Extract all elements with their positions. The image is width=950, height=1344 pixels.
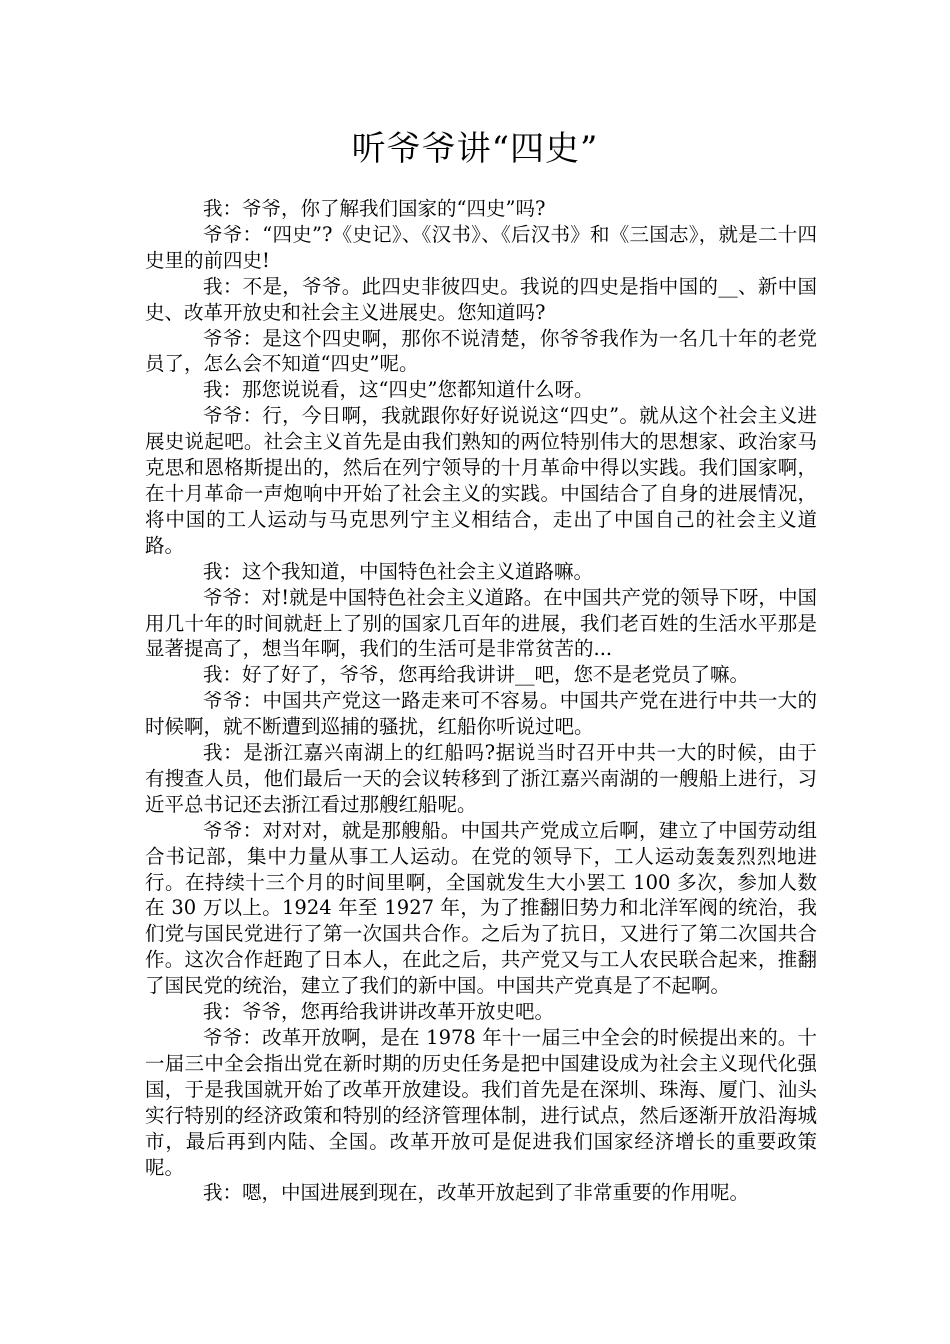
dialogue-paragraph: 爷爷：对!就是中国特色社会主义道路。在中国共产党的领导下呀，中国用几十年的时间就赶上了别的国家几百年的进展，我们老百姓的生活水平那是显著提高了，想当年啊，我们的生活可是非常贫苦的...: [145, 585, 817, 661]
dialogue-paragraph: 爷爷：“四史”?《史记》、《汉书》、《后汉书》和《三国志》，就是二十四史里的前四史!: [145, 222, 817, 272]
dialogue-paragraph: 我：爷爷，你了解我们国家的“四史”吗?: [203, 197, 546, 220]
dialogue-body: [145, 196, 817, 1206]
dialogue-paragraph: 我：嗯，中国进展到现在，改革开放起到了非常重要的作用呢。: [203, 1181, 750, 1205]
dialogue-paragraph: 我：不是，爷爷。此四史非彼四史。我说的四史是指中国的__、新中国史、改革开放史和社会主义进展史。您知道吗?: [145, 274, 817, 324]
dialogue-paragraph: 我：是浙江嘉兴南湖上的红船吗?据说当时召开中共一大的时候，由于有搜查人员，他们最后一天的会议转移到了浙江嘉兴南湖的一艘船上进行，习近平总书记还去浙江看过那艘红船呢。: [145, 741, 817, 816]
dialogue-paragraph: 我：爷爷，您再给我讲讲改革开放史吧。: [203, 1000, 555, 1024]
dialogue-paragraph: 爷爷：对对对，就是那艘船。中国共产党成立后啊，建立了中国劳动组合书记部，集中力量从事工人运动。在党的领导下，工人运动轰轰烈烈地进行。在持续十三个月的时间里啊，全国就发生大小罢工 100 多次，参加人数在 30 万以上。1924 年至 1927 年，为了推翻旧势力和北洋军阀的统治，我们党与国民党进行了第一次国共合作。之后为了抗日，又进行了第二次国共合作。这次合作赶跑了日本人，在此之后，共产党又与工人农民联合起来，推翻了国民党的统治，建立了我们的新中国。中国共产党真是了不起啊。: [145, 818, 817, 998]
dialogue-paragraph: 我：那您说说看，这“四史”您都知道什么呀。: [203, 378, 594, 402]
dialogue-paragraph: 我：好了好了，爷爷，您再给我讲讲__吧，您不是老党员了嘛。: [203, 663, 750, 687]
dialogue-paragraph: 爷爷：改革开放啊，是在 1978 年十一届三中全会的时候提出来的。十一届三中全会指出党在新时期的历史任务是把中国建设成为社会主义现代化强国，于是我国就开始了改革开放建设。我们首先是在深圳、珠海、厦门、汕头实行特别的经济政策和特别的经济管理体制，进行试点，然后逐渐开放沿海城市，最后再到内陆、全国。改革开放可是促进我们国家经济增长的重要政策呢。: [145, 1026, 817, 1179]
dialogue-paragraph: 我：这个我知道，中国特色社会主义道路嘛。: [203, 559, 594, 583]
page-title: 听爷爷讲“四史”: [351, 129, 599, 169]
dialogue-paragraph: 爷爷：行，今日啊，我就跟你好好说说这“四史”。就从这个社会主义进展史说起吧。社会主义首先是由我们熟知的两位特别伟大的思想家、政治家马克思和恩格斯提出的，然后在列宁领导的十月革命中得以实践。我们国家啊，在十月革命一声炮响中开始了社会主义的实践。中国结合了自身的进展情况，将中国的工人运动与马克思列宁主义相结合，走出了中国自己的社会主义道路。: [145, 404, 817, 557]
dialogue-paragraph: 爷爷：是这个四史啊，那你不说清楚，你爷爷我作为一名几十年的老党员了，怎么会不知道“四史”呢。: [145, 326, 817, 376]
dialogue-paragraph: 爷爷：中国共产党这一路走来可不容易。中国共产党在进行中共一大的时候啊，就不断遭到巡捕的骚扰，红船你听说过吧。: [145, 689, 817, 739]
